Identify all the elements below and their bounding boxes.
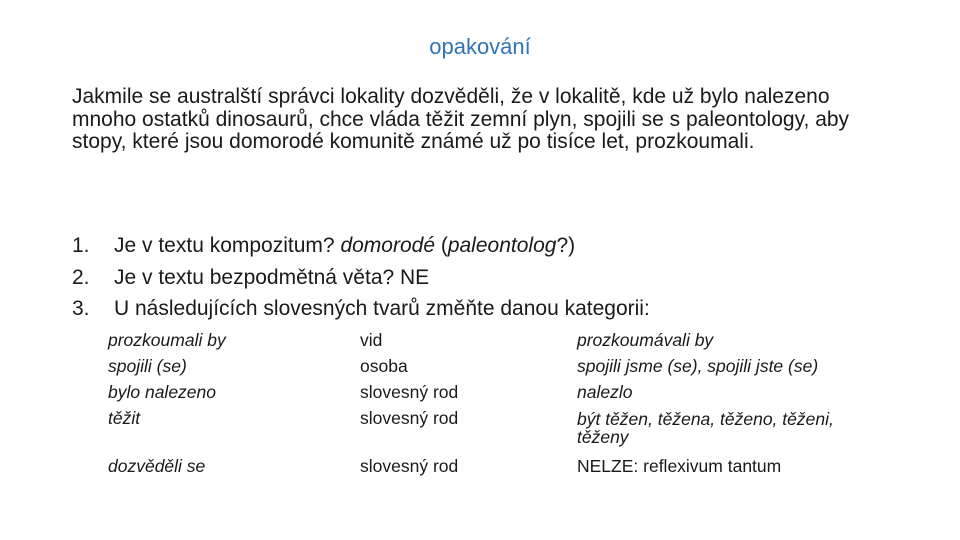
grammatical-category: slovesný rod <box>360 382 459 402</box>
question-1-text: Je v textu kompozitum? <box>114 234 341 257</box>
answer: nalezlo <box>577 382 633 402</box>
answer: spojili jsme (se), spojili jste (se) <box>577 356 819 376</box>
grammatical-category: slovesný rod <box>360 456 459 476</box>
sample-paragraph: Jakmile se australští správci lokality dozvěděli, že v lokalitě, kde už bylo nalezeno mnoho ostatků dinosaurů, chce vláda těžit zemní plyn, spojili se s paleontology, aby stopy, které jsou domorodé komunitě známé už po tisíce let, prozkoumali. <box>72 85 850 153</box>
question-1-paren-open: ( <box>435 234 448 257</box>
answer-word-domorode: domorodé <box>340 234 435 257</box>
answer-word-paleontolog: paleontolog <box>447 234 557 257</box>
question-text: U následujících slovesných tvarů změňte danou kategorii: <box>114 297 650 320</box>
answer: NELZE: reflexivum tantum <box>577 456 782 476</box>
answer: být těžen, těžena, těženo, těženi, těženy <box>577 409 834 447</box>
verb-form: dozvěděli se <box>108 456 206 476</box>
verb-form: bylo nalezeno <box>108 382 216 402</box>
question-1-paren-close: ?) <box>556 234 576 257</box>
question-number: 3. <box>72 297 90 320</box>
grammatical-category: osoba <box>360 356 408 376</box>
verb-form: prozkoumali by <box>108 330 226 350</box>
answer: prozkoumávali by <box>577 330 714 350</box>
question-number: 2. <box>72 265 90 289</box>
verb-form: těžit <box>108 408 141 428</box>
grammatical-category: slovesný rod <box>360 408 459 428</box>
question-number: 1. <box>72 234 90 257</box>
grammatical-category: vid <box>360 330 383 350</box>
slide-title: opakování <box>429 34 531 59</box>
question-text: Je v textu bezpodmětná věta? NE <box>114 265 430 289</box>
verb-form: spojili (se) <box>108 356 187 376</box>
